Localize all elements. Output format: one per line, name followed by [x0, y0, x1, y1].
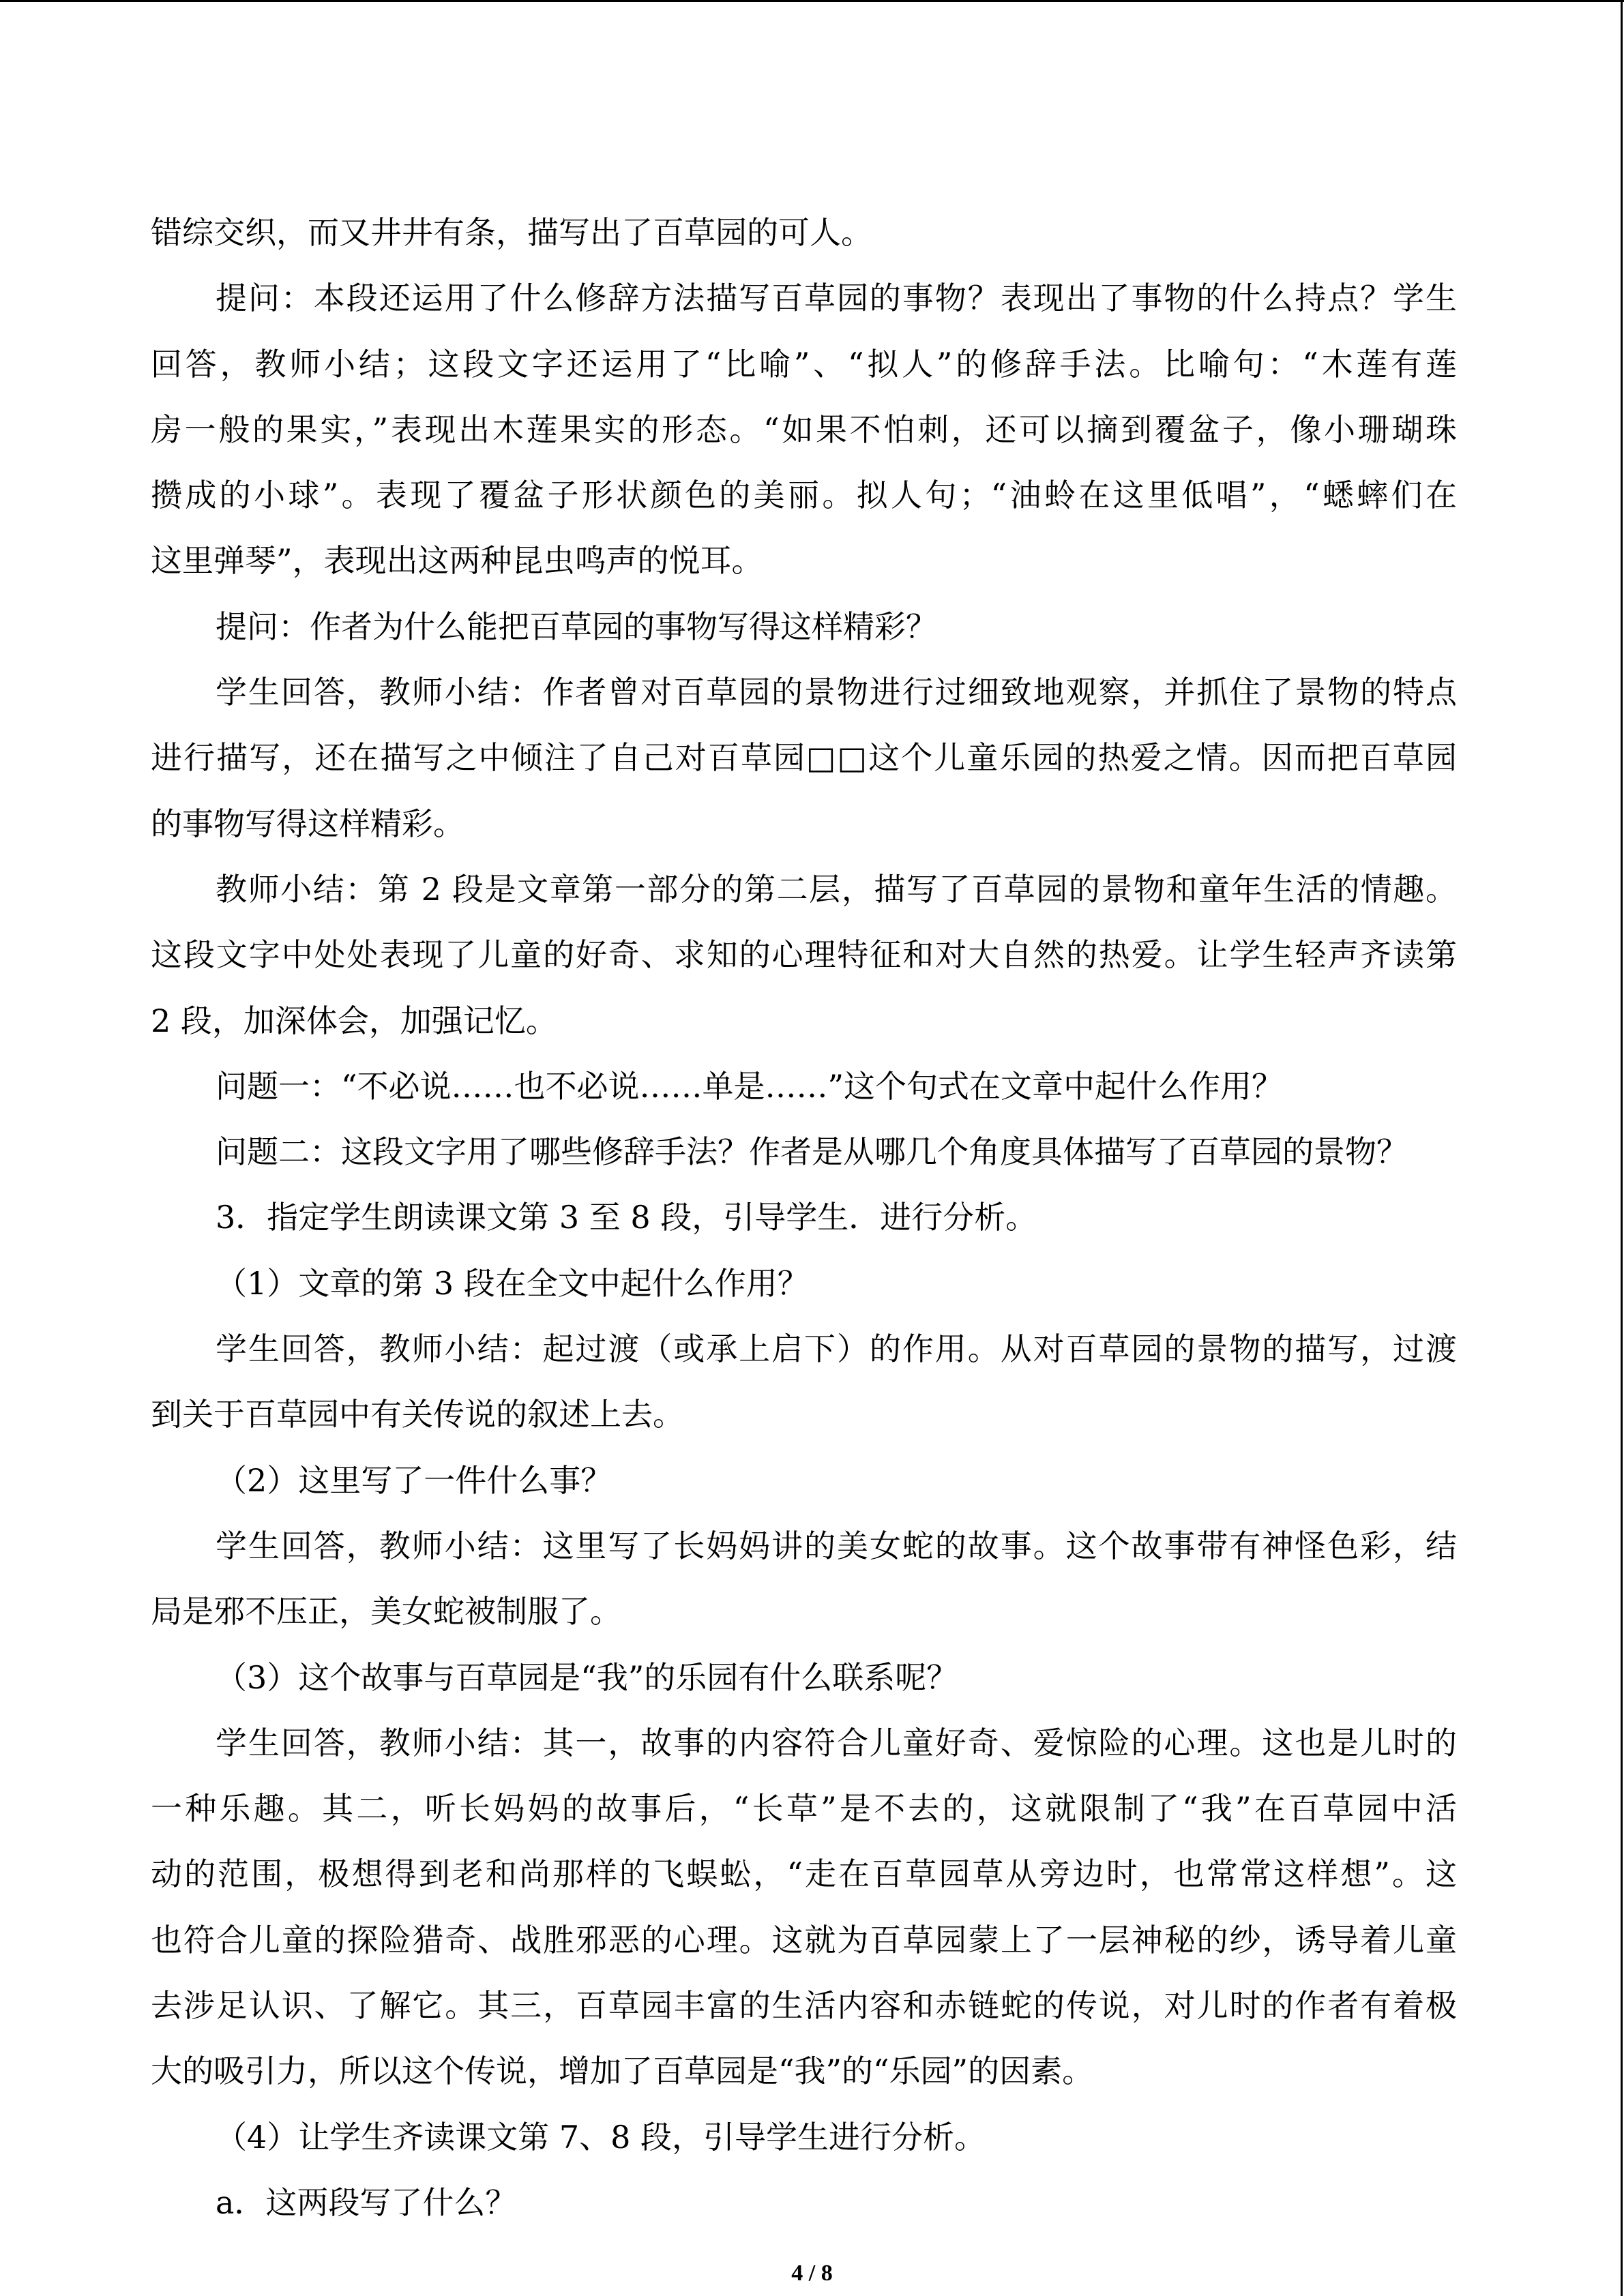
text-line: （3）这个故事与百草园是“我”的乐园有什么联系呢？ [216, 1658, 958, 1696]
text-line: 学生回答，教师小结：这里写了长妈妈讲的美女蛇的故事。这个故事带有神怪色彩，结 [216, 1527, 1457, 1564]
text-line: 攒成的小球”。表现了覆盆子形状颜色的美丽。拟人句；“油蛉在这里低唱”，“蟋蟀们在 [151, 477, 1457, 514]
paragraph [151, 1513, 1457, 1645]
paragraph [151, 1710, 1457, 2104]
paragraph [151, 594, 1457, 659]
paragraph [151, 659, 1457, 856]
text-line: 到关于百草园中有关传说的叙述上去。 [151, 1396, 684, 1433]
text-line: 教师小结：第 2 段是文章第一部分的第二层，描写了百草园的景物和童年生活的情趣。 [216, 870, 1457, 908]
text-line: （1）文章的第 3 段在全文中起什么作用？ [216, 1264, 809, 1302]
text-line: 大的吸引力，所以这个传说，增加了百草园是“我”的“乐园”的因素。 [151, 2053, 1094, 2090]
paragraph [151, 200, 1457, 265]
text-line: 动的范围，极想得到老和尚那样的飞蜈蚣，“走在百草园草从旁边时，也常常这样想”。这 [151, 1855, 1457, 1893]
text-line: 3．指定学生朗读课文第 3 至 8 段，引导学生．进行分析。 [216, 1199, 1037, 1236]
text-line: 房一般的果实，”表现出木莲果实的形态。“如果不怕刺，还可以摘到覆盆子，像小珊瑚珠 [151, 411, 1457, 448]
paragraph [151, 1184, 1457, 1250]
text-line: 的事物写得这样精彩。 [151, 805, 464, 842]
paragraph [151, 1119, 1457, 1184]
page-number: 4 / 8 [791, 2261, 833, 2286]
text-line: 提问：本段还运用了什么修辞方法描写百草园的事物？表现出了事物的什么持点？学生 [216, 280, 1457, 317]
text-line: 局是邪不压正，美女蛇被制服了。 [151, 1593, 621, 1630]
page-frame-right-rule [1621, 0, 1623, 2296]
text-line: 回答，教师小结；这段文字还运用了“比喻”、“拟人”的修辞手法。比喻句：“木莲有莲 [151, 345, 1457, 383]
text-line: （2）这里写了一件什么事？ [216, 1461, 612, 1499]
paragraph [151, 1054, 1457, 1119]
paragraph [151, 265, 1457, 593]
paragraph [151, 2170, 1457, 2235]
text-line: 一种乐趣。其二，听长妈妈的故事后，“长草”是不去的，这就限制了“我”在百草园中活 [151, 1790, 1457, 1828]
text-line: 这里弹琴”，表现出这两种昆虫鸣声的悦耳。 [151, 542, 763, 580]
document-body [151, 200, 1457, 2235]
text-line: 学生回答，教师小结：作者曾对百草园的景物进行过细致地观察，并抓住了景物的特点 [216, 674, 1457, 711]
paragraph [151, 856, 1457, 1054]
text-line: 问题二：这段文字用了哪些修辞手法？作者是从哪几个角度具体描写了百草园的景物？ [216, 1133, 1408, 1171]
paragraph [151, 1448, 1457, 1513]
paragraph [151, 1316, 1457, 1448]
text-line: 提问：作者为什么能把百草园的事物写得这样精彩？ [216, 608, 937, 645]
paragraph [151, 2104, 1457, 2170]
text-line: 2 段，加深体会，加强记忆。 [151, 1002, 557, 1039]
text-line: （4）让学生齐读课文第 7、8 段，引导学生进行分析。 [216, 2118, 986, 2156]
paragraph [151, 1251, 1457, 1316]
text-line: a．这两段写了什么？ [216, 2183, 517, 2221]
text-line: 也符合儿童的探险猎奇、战胜邪恶的心理。这就为百草园蒙上了一层神秘的纱，诱导着儿童 [151, 1921, 1457, 1958]
text-line: 进行描写，还在描写之中倾注了自己对百草园□□这个儿童乐园的热爱之情。因而把百草园 [151, 739, 1457, 777]
paragraph [151, 1645, 1457, 1710]
text-line: 错综交织，而又井井有条，描写出了百草园的可人。 [151, 214, 872, 251]
text-line: 学生回答，教师小结：其一，故事的内容符合儿童好奇、爱惊险的心理。这也是儿时的 [216, 1724, 1457, 1761]
text-line: 问题一：“不必说……也不必说……单是……”这个句式在文章中起什么作用？ [216, 1067, 1284, 1105]
text-line: 学生回答，教师小结：起过渡（或承上启下）的作用。从对百草园的景物的描写，过渡 [216, 1330, 1457, 1368]
text-line: 这段文字中处处表现了儿童的好奇、求知的心理特征和对大自然的热爱。让学生轻声齐读第 [151, 936, 1457, 974]
text-line: 去涉足认识、了解它。其三，百草园丰富的生活内容和赤链蛇的传说，对儿时的作者有着极 [151, 1987, 1457, 2025]
page-frame-top-rule [0, 0, 1624, 2]
